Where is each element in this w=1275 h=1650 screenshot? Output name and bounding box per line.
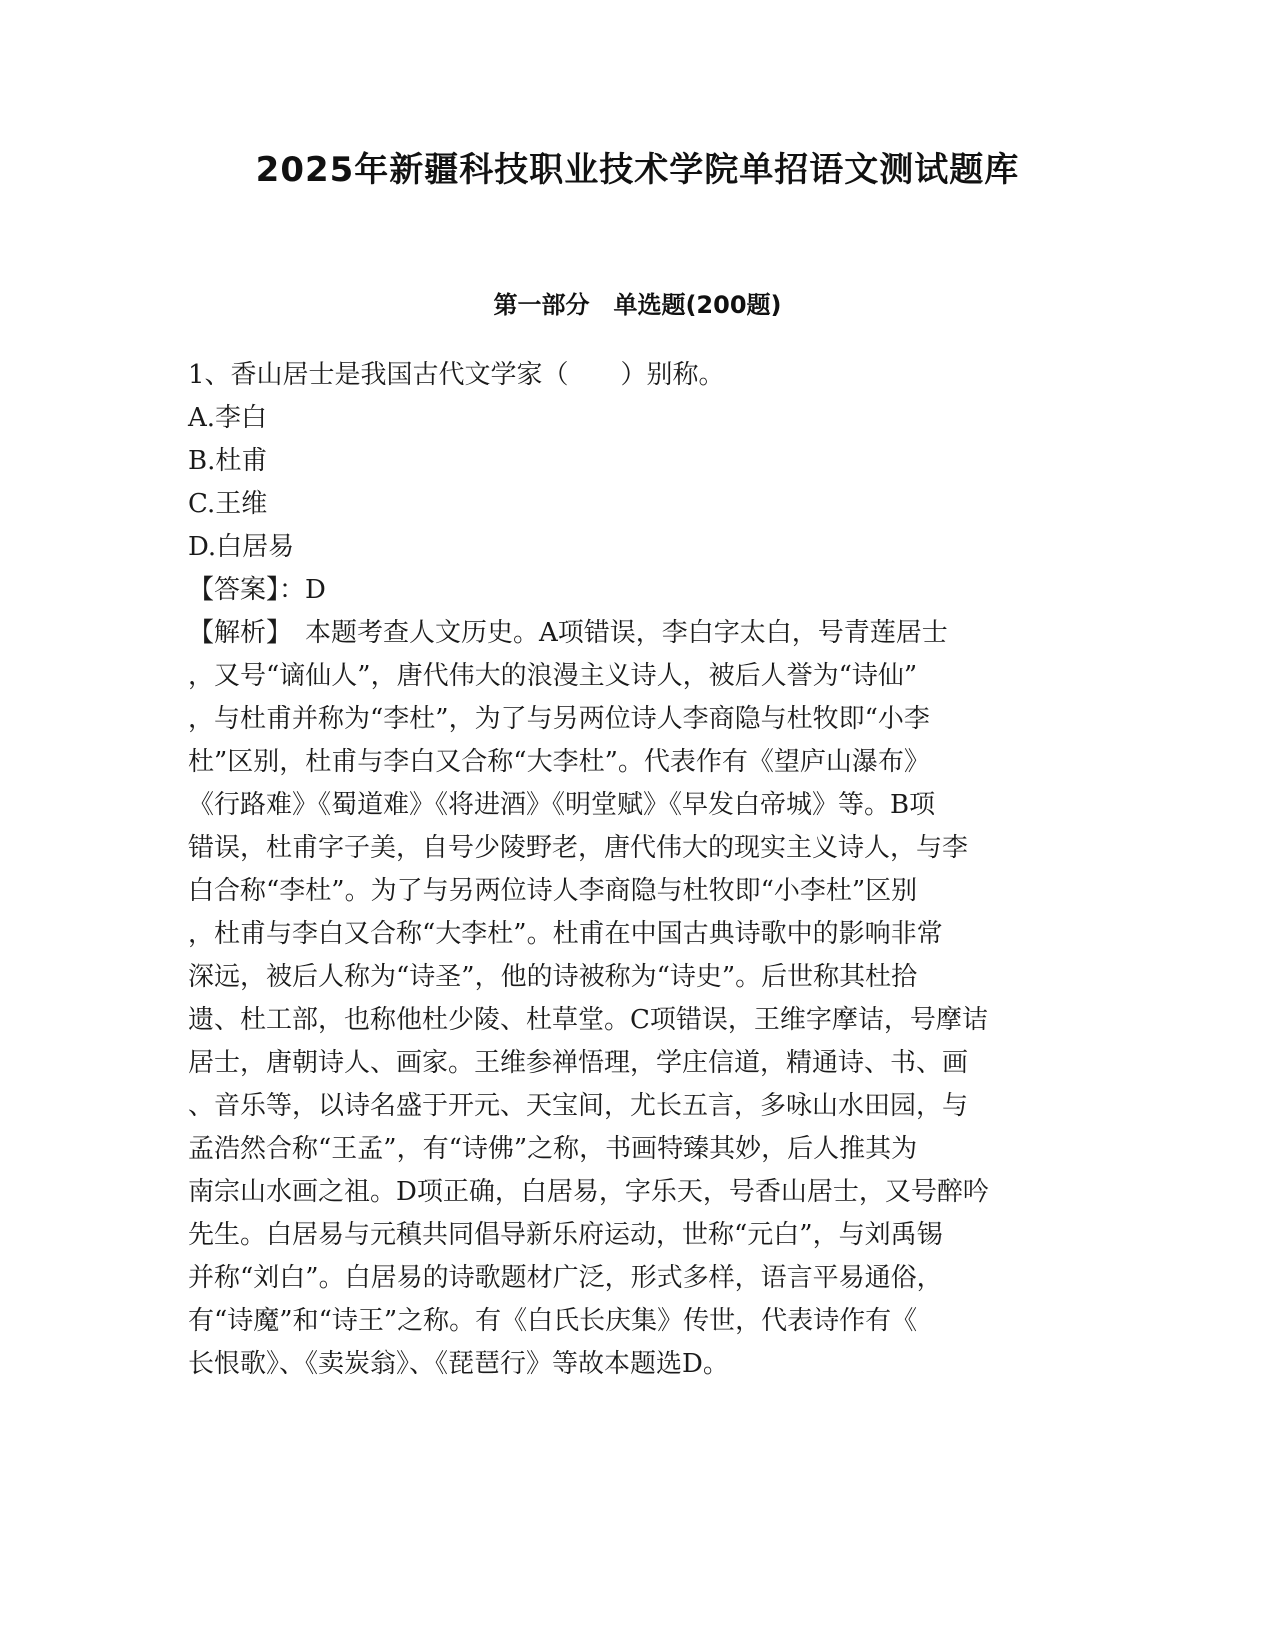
option-a: A.李白	[188, 403, 268, 433]
explanation-line: ，杜甫与李白又合称“大李杜”。杜甫在中国古典诗歌中的影响非常	[188, 919, 943, 949]
explanation-block	[188, 612, 1088, 1386]
section-heading: 第一部分 单选题(200题)	[493, 291, 782, 319]
option-b: B.杜甫	[188, 446, 268, 476]
explanation-line: 长恨歌》、《卖炭翁》、《琵琶行》等故本题选D。	[188, 1349, 729, 1379]
option-c: C.王维	[188, 489, 268, 519]
explanation-line: 白合称“李杜”。为了与另两位诗人李商隐与杜牧即“小李杜”区别	[188, 876, 918, 906]
answer-line: 【答案】：D	[188, 575, 326, 605]
explanation-line: 居士，唐朝诗人、画家。王维参禅悟理，学庄信道，精通诗、书、画	[188, 1048, 969, 1078]
explanation-line: 、音乐等，以诗名盛于开元、天宝间，尤长五言，多咏山水田园，与	[188, 1091, 969, 1121]
explanation-line: 杜”区别，杜甫与李白又合称“大李杜”。代表作有《望庐山瀑布》	[188, 747, 930, 777]
explanation-line: 错误，杜甫字子美，自号少陵野老，唐代伟大的现实主义诗人，与李	[188, 833, 969, 863]
document-title: 2025年新疆科技职业技术学院单招语文测试题库	[255, 150, 1020, 190]
option-d: D.白居易	[188, 532, 295, 562]
explanation-line: 南宗山水画之祖。D项正确，白居易，字乐天，号香山居士，又号醉吟	[188, 1177, 989, 1207]
explanation-line: 《行路难》《蜀道难》《将进酒》《明堂赋》《早发白帝城》等。B项	[188, 790, 936, 820]
explanation-line: ，又号“谪仙人”，唐代伟大的浪漫主义诗人，被后人誉为“诗仙”	[188, 661, 918, 691]
explanation-line: 先生。白居易与元稹共同倡导新乐府运动，世称“元白”，与刘禹锡	[188, 1220, 943, 1250]
explanation-line: 遗、杜工部，也称他杜少陵、杜草堂。C项错误，王维字摩诘，号摩诘	[188, 1005, 988, 1035]
explanation-line: 有“诗魔”和“诗王”之称。有《白氏长庆集》传世，代表诗作有《	[188, 1306, 918, 1336]
explanation-line: 并称“刘白”。白居易的诗歌题材广泛，形式多样，语言平易通俗，	[188, 1263, 943, 1293]
explanation-line: ，与杜甫并称为“李杜”，为了与另两位诗人李商隐与杜牧即“小李	[188, 704, 930, 734]
explanation-line: 【解析】 本题考查人文历史。A项错误，李白字太白，号青莲居士	[188, 618, 948, 648]
explanation-line: 孟浩然合称“王孟”，有“诗佛”之称，书画特臻其妙，后人推其为	[188, 1134, 918, 1164]
explanation-line: 深远，被后人称为“诗圣”，他的诗被称为“诗史”。后世称其杜拾	[188, 962, 918, 992]
question-stem: 1、香山居士是我国古代文学家（ ）别称。	[188, 360, 725, 390]
question-block	[188, 354, 1088, 1386]
